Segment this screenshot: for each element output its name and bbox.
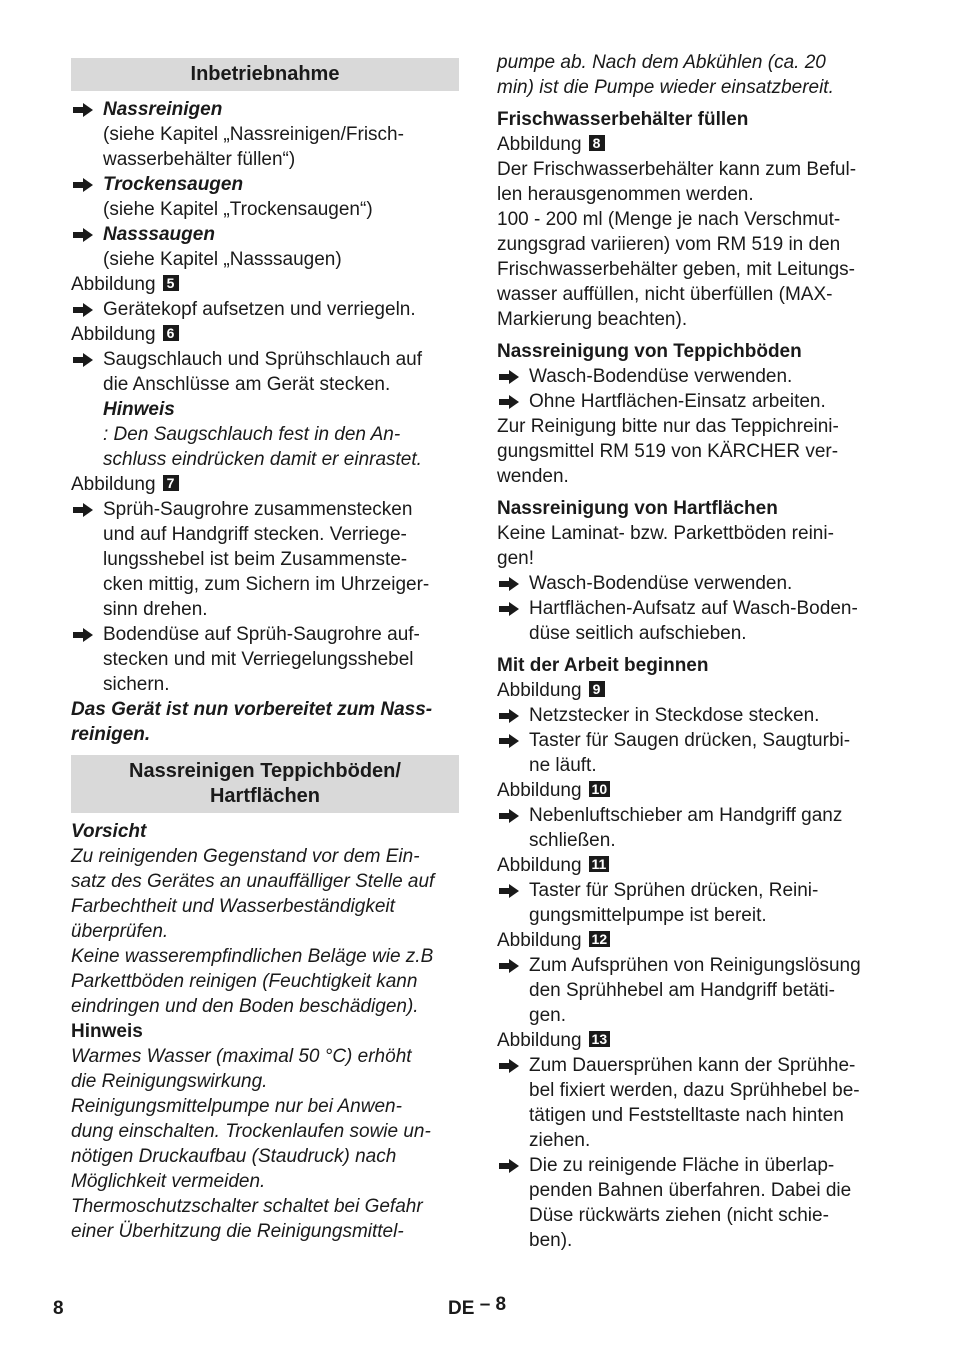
item-text: Netzstecker in Steckdose stecken. — [529, 705, 820, 726]
paragraph-line: len herausgenommen werden. — [497, 184, 754, 205]
figure-reference — [497, 1028, 889, 1053]
hint-title: Hinweis — [71, 1021, 143, 1042]
figure-reference — [497, 778, 889, 803]
item-title: Trockensaugen — [103, 174, 244, 195]
item-text: gungsmittelpumpe ist bereit. — [529, 905, 767, 926]
hint-text: Möglichkeit vermeiden. — [71, 1171, 266, 1192]
caution-text: Farbechtheit und Wasserbeständigkeit — [71, 896, 395, 917]
arrow-right-icon — [73, 172, 95, 197]
page-number-right: 8 — [495, 1294, 507, 1315]
arrow-right-icon — [499, 389, 521, 414]
list-item — [497, 389, 889, 414]
figure-reference — [497, 678, 889, 703]
list-item — [497, 703, 889, 728]
arrow-right-icon — [499, 1053, 521, 1078]
arrow-right-icon — [499, 1153, 521, 1178]
list-item — [497, 728, 889, 778]
figure-number: 13 — [589, 1031, 611, 1047]
item-text: Zum Aufsprühen von Reinigungslösung — [529, 955, 861, 976]
item-text: (siehe Kapitel „Nasssaugen) — [103, 249, 342, 270]
list-item — [497, 803, 889, 853]
list-item — [71, 172, 459, 222]
list-item — [497, 571, 889, 596]
item-text: Wasch-Bodendüse verwenden. — [529, 366, 793, 387]
item-text: ziehen. — [529, 1130, 591, 1151]
item-text: den Sprühhebel am Handgriff betäti- — [529, 980, 835, 1001]
arrow-right-icon — [499, 953, 521, 978]
item-text: Saugschlauch und Sprühschlauch auf — [103, 349, 423, 370]
paragraph-line: Frischwasserbehälter geben, mit Leitungs- — [497, 259, 856, 280]
figure-label: Abbildung — [71, 474, 156, 495]
continued-text: min) ist die Pumpe wieder einsatzbereit. — [497, 77, 834, 98]
list-item — [71, 347, 459, 397]
subheading-arbeit-beginnen: Mit der Arbeit beginnen — [497, 655, 709, 676]
item-text: ben). — [529, 1230, 573, 1251]
item-text: lungsshebel ist beim Zusammenste- — [103, 549, 408, 570]
item-text: sichern. — [103, 674, 170, 695]
item-text: Nebenluftschieber am Handgriff ganz — [529, 805, 843, 826]
list-item — [71, 497, 459, 622]
section-heading-inbetriebnahme: Inbetriebnahme — [71, 58, 459, 91]
arrow-right-icon — [73, 297, 95, 322]
figure-number: 6 — [163, 325, 179, 341]
list-item — [71, 97, 459, 172]
paragraph-line: Markierung beachten). — [497, 309, 688, 330]
paragraph-line: wasser auffüllen, nicht überfüllen (MAX- — [497, 284, 833, 305]
figure-label: Abbildung — [497, 1030, 582, 1051]
subheading-frischwasser: Frischwasserbehälter füllen — [497, 109, 749, 130]
list-item — [497, 364, 889, 389]
arrow-right-icon — [499, 596, 521, 621]
arrow-right-icon — [499, 703, 521, 728]
item-text: bel fixiert werden, dazu Sprühhebel be- — [529, 1080, 860, 1101]
footer-dash: – — [479, 1294, 491, 1315]
figure-reference — [497, 132, 889, 157]
item-text: Wasch-Bodendüse verwenden. — [529, 573, 793, 594]
paragraph-line: gen! — [497, 548, 534, 569]
list-item — [497, 953, 889, 1028]
caution-text: Keine wasserempfindlichen Beläge wie z.B — [71, 946, 434, 967]
arrow-right-icon — [73, 347, 95, 372]
item-text: Sprüh-Saugrohre zusammenstecken — [103, 499, 413, 520]
section-heading-nassreinigen — [71, 755, 459, 813]
list-item — [497, 1053, 889, 1153]
heading-line: Nassreinigen Teppichböden/ — [129, 760, 401, 782]
item-text: Hartflächen-Aufsatz auf Wasch-Boden- — [529, 598, 858, 619]
paragraph-line: Der Frischwasserbehälter kann zum Beful- — [497, 159, 857, 180]
item-title: Nassreinigen — [103, 99, 223, 120]
paragraph-line: Keine Laminat- bzw. Parkettböden reini- — [497, 523, 834, 544]
page-number-left: 8 — [53, 1298, 64, 1319]
paragraph-line: gungsmittel RM 519 von KÄRCHER ver- — [497, 441, 839, 462]
hint-text: Reinigungsmittelpumpe nur bei Anwen- — [71, 1096, 402, 1117]
figure-label: Abbildung — [497, 680, 582, 701]
arrow-right-icon — [499, 728, 521, 753]
figure-number: 7 — [163, 475, 179, 491]
left-column — [71, 50, 459, 1244]
item-text: die Anschlüsse am Gerät stecken. — [103, 374, 391, 395]
arrow-right-icon — [499, 803, 521, 828]
item-text: sinn drehen. — [103, 599, 208, 620]
figure-label: Abbildung — [497, 930, 582, 951]
caution-text: eindringen und den Boden beschädigen). — [71, 996, 419, 1017]
subheading-teppichboeden: Nassreinigung von Teppichböden — [497, 341, 802, 362]
figure-reference — [71, 472, 459, 497]
item-text: stecken und mit Verriegelungsshebel — [103, 649, 414, 670]
item-text: (siehe Kapitel „Trockensaugen“) — [103, 199, 373, 220]
arrow-right-icon — [73, 622, 95, 647]
item-text: schließen. — [529, 830, 616, 851]
note-text: schluss eindrücken damit er einrastet. — [103, 449, 422, 470]
heading-line: Hartflächen — [209, 785, 321, 807]
item-text: Taster für Saugen drücken, Saugturbi- — [529, 730, 851, 751]
list-item — [71, 222, 459, 272]
note-text: : Den Saugschlauch fest in den An- — [103, 424, 401, 445]
hint-text: nötigen Druckaufbau (Staudruck) nach — [71, 1146, 397, 1167]
arrow-right-icon — [73, 497, 95, 522]
item-text: ne läuft. — [529, 755, 597, 776]
item-text: düse seitlich aufschieben. — [529, 623, 747, 644]
arrow-right-icon — [73, 222, 95, 247]
list-item — [497, 596, 889, 646]
figure-reference — [71, 322, 459, 347]
paragraph-line: zungsgrad variieren) vom RM 519 in den — [497, 234, 841, 255]
figure-number: 8 — [589, 135, 605, 151]
item-text: tätigen und Feststelltaste nach hinten — [529, 1105, 844, 1126]
subheading-hartflaechen: Nassreinigung von Hartflächen — [497, 498, 778, 519]
figure-number: 5 — [163, 275, 179, 291]
caution-title: Vorsicht — [71, 821, 147, 842]
note-title: Hinweis — [103, 399, 175, 420]
item-text: Die zu reinigende Fläche in überlap- — [529, 1155, 835, 1176]
language-code: DE — [448, 1298, 475, 1319]
hint-text: Thermoschutzschalter schaltet bei Gefahr — [71, 1196, 423, 1217]
caution-text: satz des Gerätes an unauffälliger Stelle auf — [71, 871, 435, 892]
figure-label: Abbildung — [497, 780, 582, 801]
item-text: Zum Dauersprühen kann der Sprühhe- — [529, 1055, 856, 1076]
figure-reference — [71, 272, 459, 297]
item-text: und auf Handgriff stecken. Verriege- — [103, 524, 407, 545]
note-block — [71, 397, 459, 472]
figure-reference — [497, 853, 889, 878]
figure-label: Abbildung — [497, 855, 582, 876]
list-item — [497, 1153, 889, 1253]
arrow-right-icon — [499, 878, 521, 903]
ready-statement: reinigen. — [71, 724, 151, 745]
item-text: penden Bahnen überfahren. Dabei die — [529, 1180, 852, 1201]
figure-reference — [497, 928, 889, 953]
paragraph-line: 100 - 200 ml (Menge je nach Verschmut- — [497, 209, 841, 230]
figure-label: Abbildung — [497, 134, 582, 155]
arrow-right-icon — [499, 571, 521, 596]
item-text: Ohne Hartflächen-Einsatz arbeiten. — [529, 391, 826, 412]
arrow-right-icon — [73, 97, 95, 122]
list-item — [71, 297, 459, 322]
ready-statement: Das Gerät ist nun vorbereitet zum Nass- — [71, 699, 433, 720]
caution-text: überprüfen. — [71, 921, 169, 942]
right-column — [497, 50, 889, 1253]
page-footer-center — [448, 1296, 506, 1321]
item-text: Bodendüse auf Sprüh-Saugrohre auf- — [103, 624, 420, 645]
item-text: (siehe Kapitel „Nassreinigen/Frisch- — [103, 124, 404, 145]
paragraph-line: wenden. — [497, 466, 569, 487]
caution-text: Zu reinigenden Gegenstand vor dem Ein- — [71, 846, 420, 867]
figure-number: 12 — [589, 931, 611, 947]
figure-number: 9 — [589, 681, 605, 697]
hint-text: dung einschalten. Trockenlaufen sowie un- — [71, 1121, 431, 1142]
list-item — [497, 878, 889, 928]
item-title: Nasssaugen — [103, 224, 215, 245]
hint-text: Warmes Wasser (maximal 50 °C) erhöht — [71, 1046, 412, 1067]
item-text: cken mittig, zum Sichern im Uhrzeiger- — [103, 574, 430, 595]
caution-text: Parkettböden reinigen (Feuchtigkeit kann — [71, 971, 418, 992]
item-text: gen. — [529, 1005, 566, 1026]
item-text: Gerätekopf aufsetzen und verriegeln. — [103, 299, 416, 320]
arrow-right-icon — [499, 364, 521, 389]
item-text: Taster für Sprühen drücken, Reini- — [529, 880, 819, 901]
continued-text: pumpe ab. Nach dem Abkühlen (ca. 20 — [497, 52, 826, 73]
figure-number: 11 — [589, 856, 610, 872]
figure-number: 10 — [589, 781, 611, 797]
hint-text: einer Überhitzung die Reinigungsmittel- — [71, 1221, 404, 1242]
figure-label: Abbildung — [71, 324, 156, 345]
item-text: wasserbehälter füllen“) — [103, 149, 296, 170]
hint-text: die Reinigungswirkung. — [71, 1071, 268, 1092]
item-text: Düse rückwärts ziehen (nicht schie- — [529, 1205, 829, 1226]
list-item — [71, 622, 459, 697]
figure-label: Abbildung — [71, 274, 156, 295]
paragraph-line: Zur Reinigung bitte nur das Teppichreini- — [497, 416, 839, 437]
